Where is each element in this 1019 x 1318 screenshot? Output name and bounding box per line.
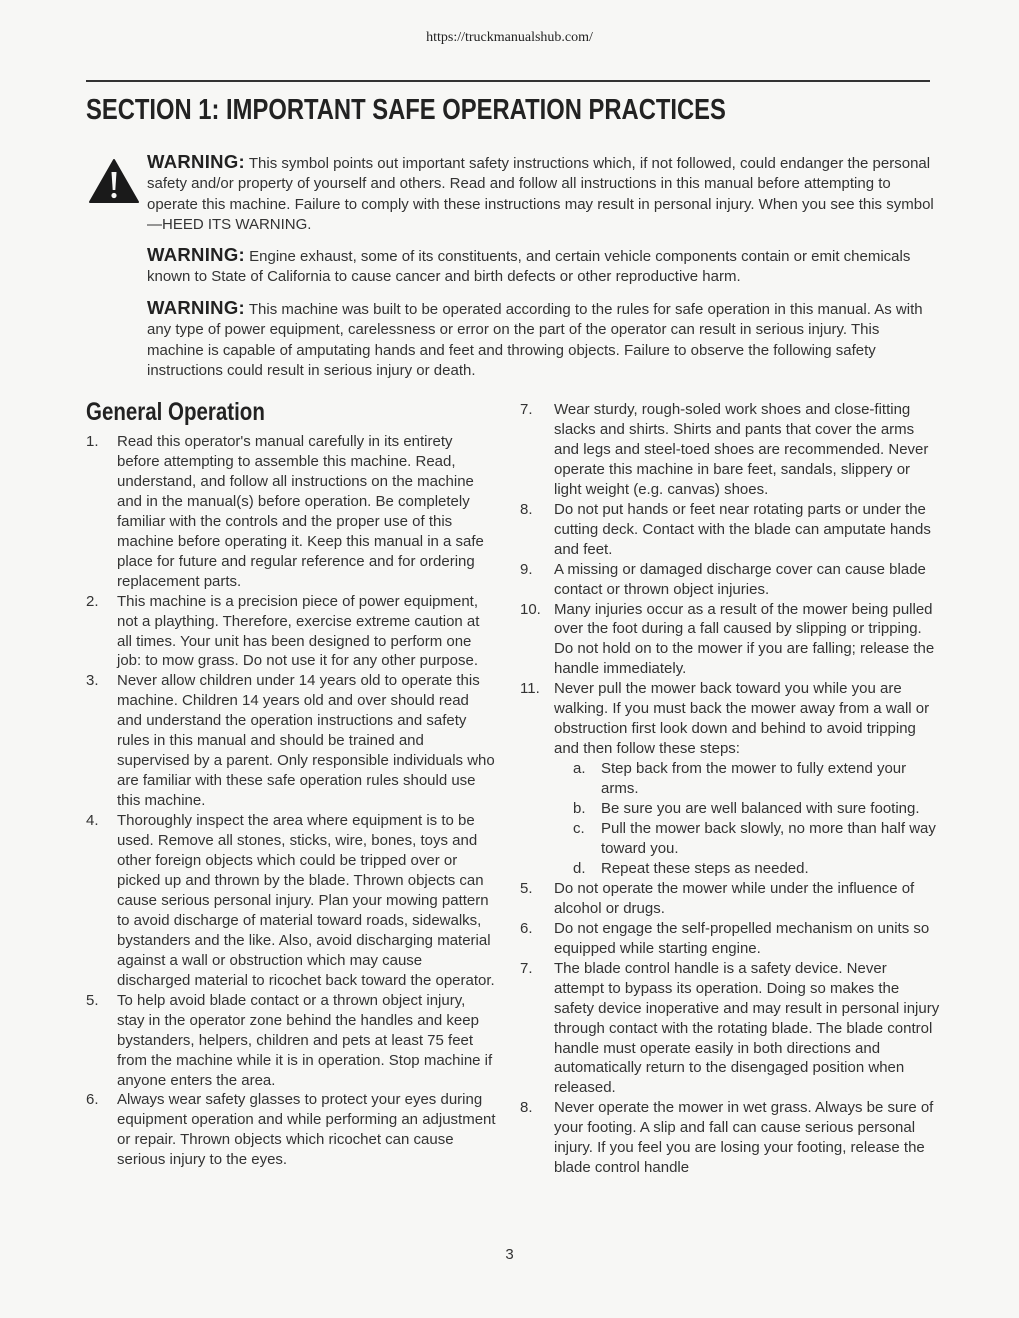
step-letter: c. <box>573 820 585 838</box>
item-text: Always wear safety glasses to protect your eyes during equipment operation and while performing an adjustment or repair. Thrown objects which ricochet can cause serious injury to the eyes. <box>117 1091 496 1169</box>
item-text: Wear sturdy, rough-soled work shoes and close-fitting slacks and shirts. Shirts and pants that cover the arms and legs and steel-toed shoes are recommended. Never operate this machine in bare feet, sandals, slippery or light weight (e.g. canvas) shoes. <box>554 401 929 498</box>
left-column-list <box>86 432 496 1170</box>
item-text: The blade control handle is a safety device. Never attempt to bypass its operation. Doing so makes the safety device inoperative and may result in personal injury through contact with the rotating blade. The blade control handle must operate easily in both directions and automatically return to the disengaged position when released. <box>554 959 940 1097</box>
step-text: Repeat these steps as needed. <box>601 859 809 877</box>
list-item <box>520 679 940 879</box>
item-text: This machine is a precision piece of power equipment, not a plaything. Therefore, exercise extreme caution at all times. Your unit has been designed to perform one job: to mow grass. Do not use it for any other purpose. <box>117 592 480 670</box>
warning-label: WARNING: <box>147 151 245 172</box>
item-number: 8. <box>520 1099 533 1117</box>
item-number: 11. <box>520 680 540 698</box>
step-text: Step back from the mower to fully extend your arms. <box>601 760 907 798</box>
item-text: Read this operator's manual carefully in its entirety before attempting to assemble this machine. Read, understand, and follow all instructions on the machine and in the manual(s) before operation. Be completely familiar with the controls and the proper use of this machine before operating it. Keep this manual in a safe place for future and regular reference and for ordering replacement parts. <box>117 433 484 590</box>
item-number: 2. <box>86 592 99 610</box>
warning-california-paragraph <box>147 245 937 288</box>
item-number: 5. <box>520 879 533 897</box>
warning-triangle-icon <box>88 158 140 204</box>
item-text: Thoroughly inspect the area where equipment is to be used. Remove all stones, sticks, wire, bones, toys and other foreign objects which could be tripped over or picked up and thrown by the blade. Thrown objects can cause serious personal injury. Plan your mowing pattern to avoid discharge of material toward roads, sidewalks, bystanders and the like. Also, avoid discharging material against a wall or obstruction which may cause discharged material to ricochet back toward the operator. <box>117 812 495 989</box>
item-number: 9. <box>520 560 533 578</box>
list-item <box>520 500 940 560</box>
warning-operation-paragraph <box>147 298 937 381</box>
item-number: 1. <box>86 433 99 450</box>
warning-text: This machine was built to be operated according to the rules for safe operation in this manual. As with any type of power equipment, carelessness or error on the part of the operator can result in serious injury. This machine is capable of amputating hands and feet and throwing objects. Failure to observe the following safety instructions could result in serious injury or death. <box>147 301 923 379</box>
item-number: 7. <box>520 959 533 977</box>
list-item <box>520 919 940 959</box>
list-item <box>86 1090 496 1170</box>
item-number: 5. <box>86 991 99 1009</box>
item-number: 10. <box>520 600 541 618</box>
section-title: SECTION 1: IMPORTANT SAFE OPERATION PRACTICES <box>86 94 726 126</box>
step-letter: b. <box>573 800 586 818</box>
item-text: A missing or damaged discharge cover can cause blade contact or thrown object injuries. <box>554 560 926 598</box>
step-text: Be sure you are well balanced with sure footing. <box>601 800 920 818</box>
list-item <box>520 959 940 1099</box>
item-text: Do not engage the self-propelled mechanism on units so equipped while starting engine. <box>554 919 930 957</box>
list-item <box>520 560 940 600</box>
step-text: Pull the mower back slowly, no more than half way toward you. <box>601 820 936 857</box>
list-item <box>86 671 496 811</box>
item-text: Never operate the mower in wet grass. Always be sure of your footing. A slip and fall can cause serious personal injury. If you feel you are losing your footing, release the blade control handle <box>554 1099 934 1177</box>
warning-label: WARNING: <box>147 244 245 265</box>
list-item <box>86 991 496 1091</box>
step-item <box>554 819 940 859</box>
item-number: 3. <box>86 672 99 690</box>
item-text: Do not put hands or feet near rotating parts or under the cutting deck. Contact with the blade can amputate hands and feet. <box>554 500 931 558</box>
item-text: Never allow children under 14 years old to operate this machine. Children 14 years old and over should read and understand the operation instructions and safety rules in this manual and should be trained and supervised by a parent. Only responsible individuals who are familiar with these safe operation rules should use this machine. <box>117 672 495 810</box>
general-operation-heading: General Operation <box>86 398 265 426</box>
warning-symbol-paragraph <box>147 152 937 235</box>
item-text: Do not operate the mower while under the influence of alcohol or drugs. <box>554 879 915 917</box>
header-rule <box>86 80 930 82</box>
item-text: To help avoid blade contact or a thrown object injury, stay in the operator zone behind the handles and keep bystanders, helpers, children and pets at least 75 feet from the machine while it is in operation. Stop machine if anyone enters the area. <box>117 991 493 1089</box>
warning-text: This symbol points out important safety instructions which, if not followed, could endanger the personal safety and/or property of yourself and others. Read and follow all instructions in this manual before attempting to operate this machine. Failure to comply with these instructions may result in personal injury. When you see this symbol—HEED ITS WARNING. <box>147 155 934 233</box>
item-number: 4. <box>86 812 99 830</box>
step-item <box>554 759 940 799</box>
list-item <box>86 432 496 592</box>
item-number: 8. <box>520 500 533 518</box>
list-item <box>520 1098 940 1178</box>
item-text: Many injuries occur as a result of the mower being pulled over the foot during a fall caused by slipping or tripping. Do not hold on to the mower if you are falling; release the handle immediately. <box>554 600 935 678</box>
list-item <box>520 600 940 680</box>
step-letter: d. <box>573 859 586 877</box>
item-number: 7. <box>520 401 533 418</box>
item-text: Never pull the mower back toward you while you are walking. If you must back the mower away from a wall or obstruction first look down and behind to avoid tripping and then follow these steps: <box>554 680 930 758</box>
backing-steps-list <box>554 759 940 879</box>
item-number: 6. <box>520 919 533 937</box>
item-number: 6. <box>86 1091 99 1109</box>
list-item <box>520 400 940 500</box>
warning-label: WARNING: <box>147 297 245 318</box>
right-column-list <box>520 400 940 1178</box>
list-item <box>86 811 496 991</box>
page-number: 3 <box>505 1246 514 1263</box>
source-url: https://truckmanualshub.com/ <box>426 30 593 45</box>
step-item <box>554 799 940 819</box>
step-letter: a. <box>573 760 586 778</box>
list-item <box>86 592 496 672</box>
warning-text: Engine exhaust, some of its constituents, and certain vehicle components contain or emit chemicals known to State of California to cause cancer and birth defects or other reproductive harm. <box>147 248 911 286</box>
list-item <box>520 879 940 919</box>
step-item <box>554 859 940 879</box>
